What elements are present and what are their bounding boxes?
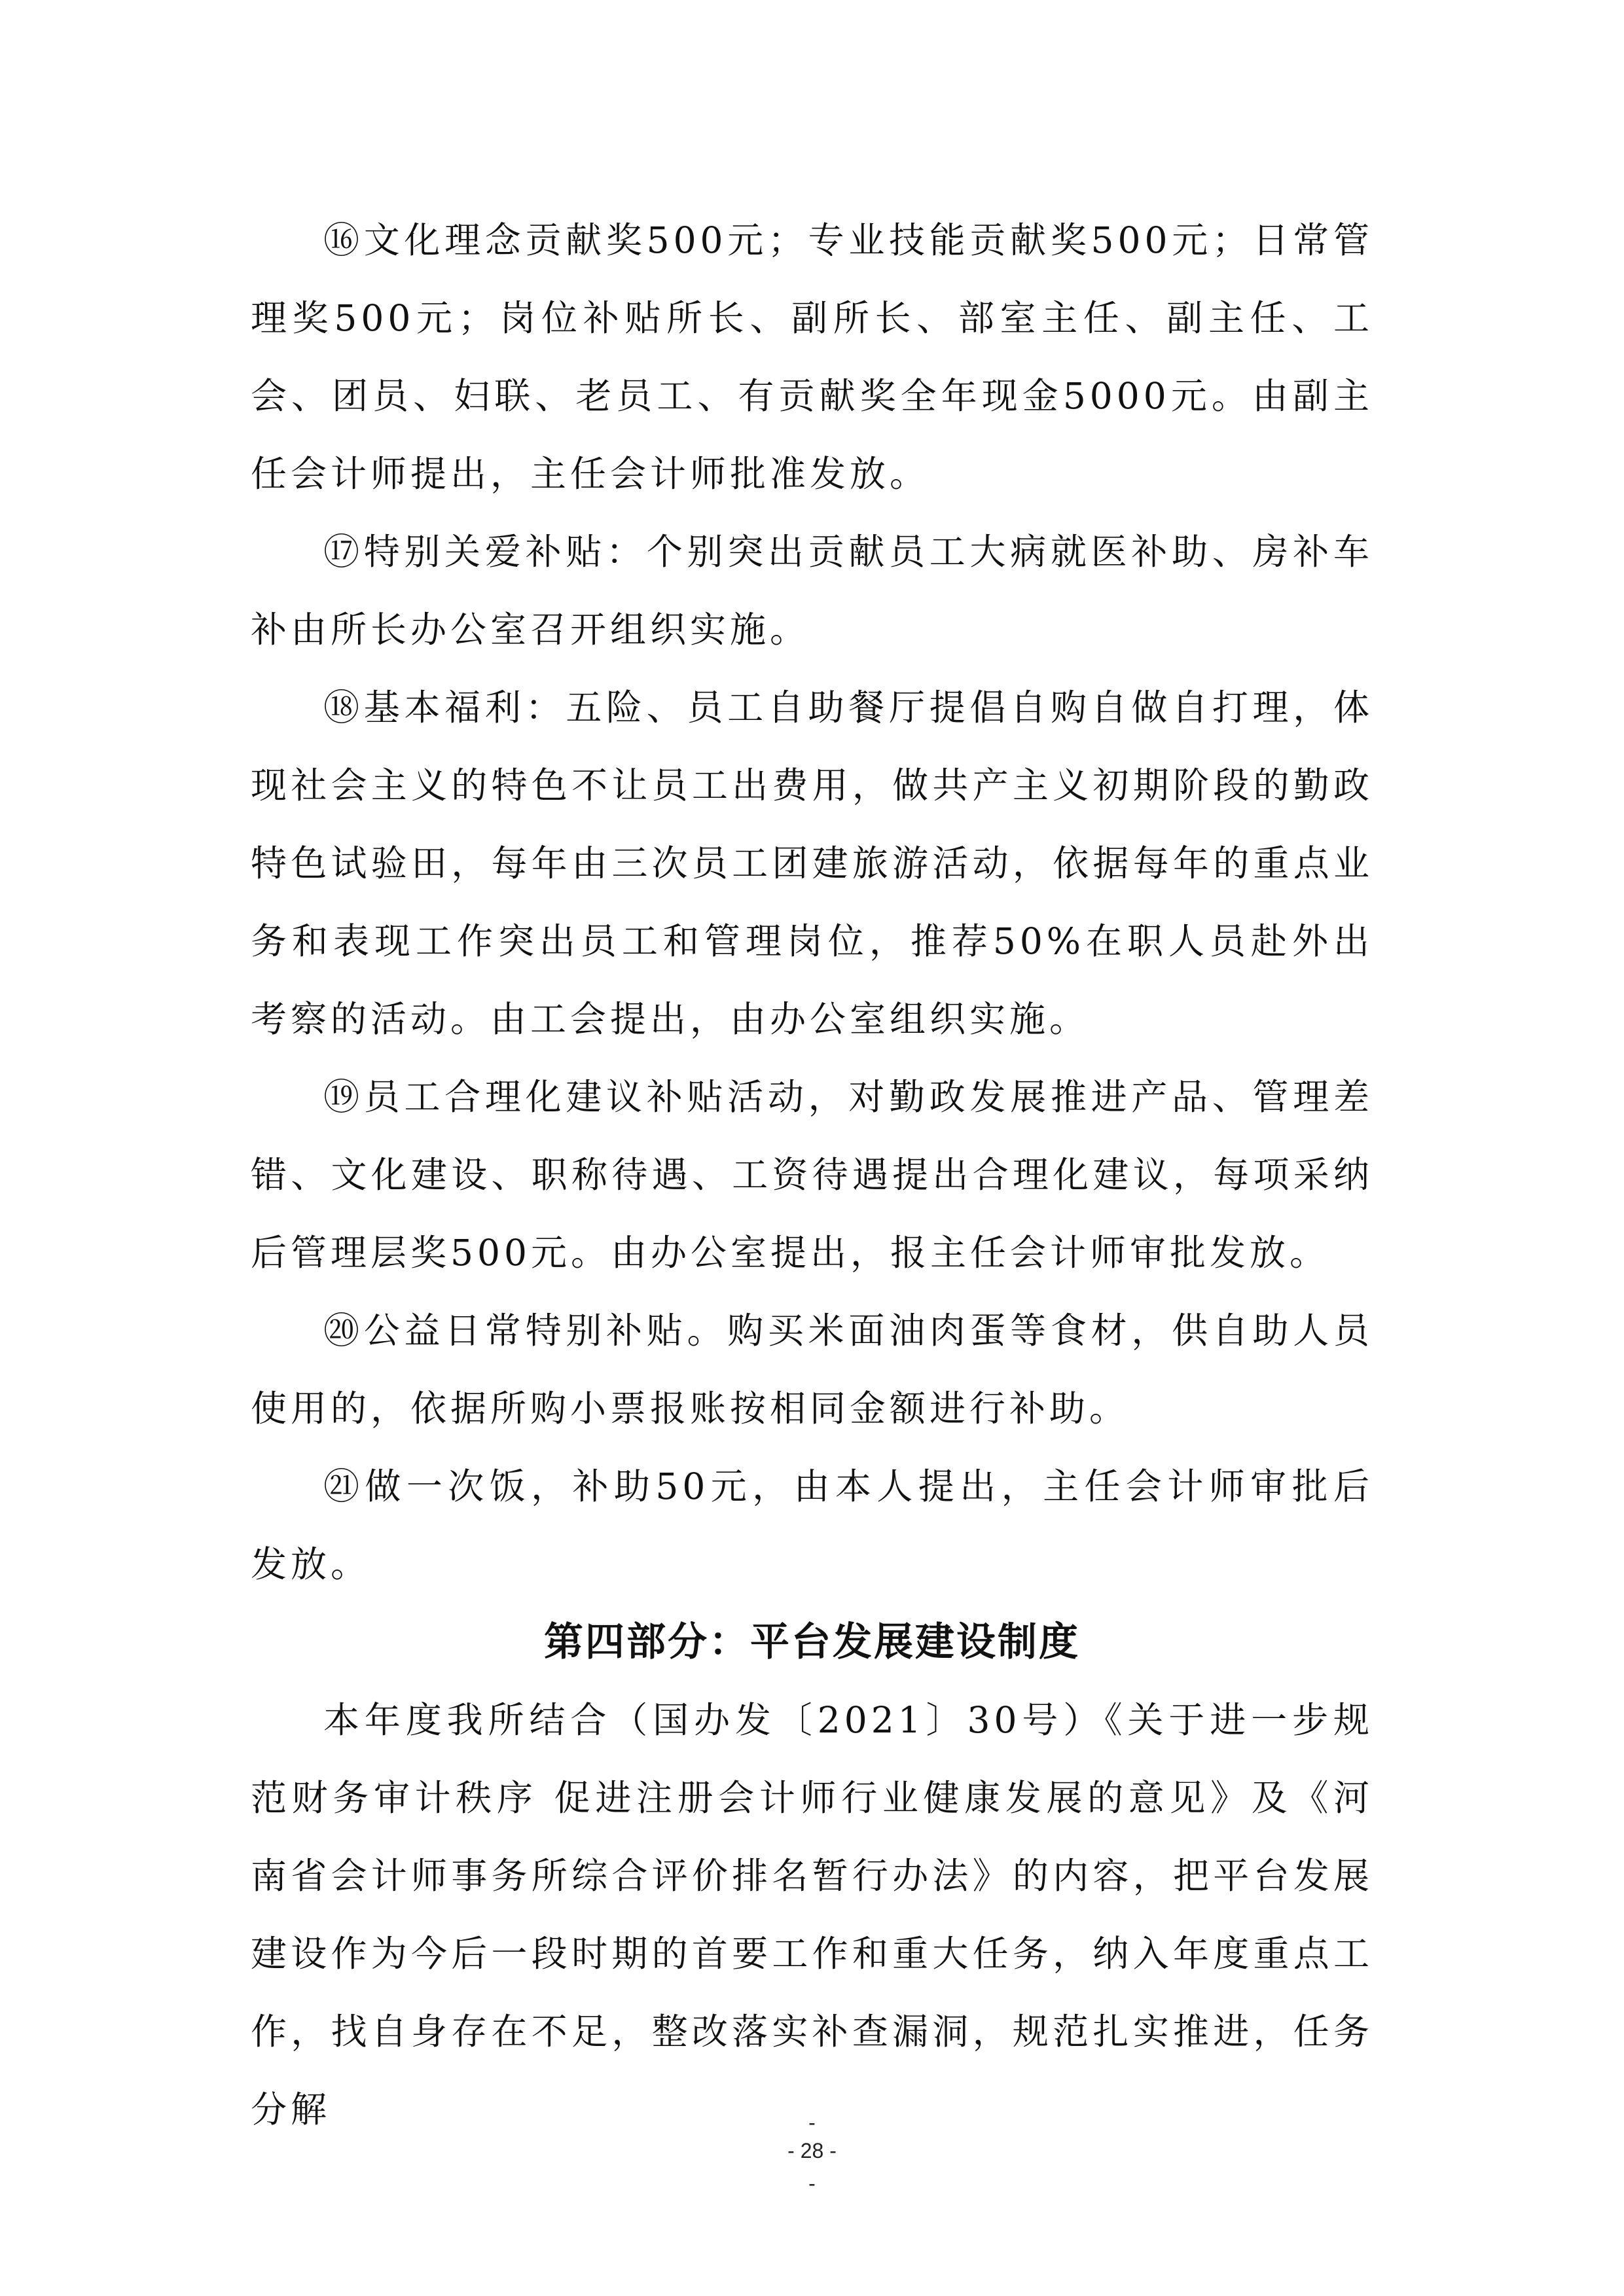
paragraph-item-20: ⑳公益日常特别补贴。购买米面油肉蛋等食材，供自助人员使用的，依据所购小票报账按相同金额进行补助。 [251,1310,1373,1429]
page-number: - 28 - [787,2139,837,2162]
paragraph-item-19: ⑲员工合理化建议补贴活动，对勤政发展推进产品、管理差错、文化建设、职称待遇、工资待遇提出合理化建议，每项采纳后管理层奖500元。由办公室提出，报主任会计师审批发放。 [251,1076,1373,1274]
footer-top-mark: - [808,2111,816,2134]
page-body [251,202,1373,2149]
paragraph-item-17: ⑰特别关爱补贴：个别突出贡献员工大病就医补助、房补车补由所长办公室召开组织实施。 [251,531,1373,651]
section-heading: 第四部分：平台发展建设制度 [544,1619,1080,1665]
section-paragraph: 本年度我所结合（国办发〔2021〕30号）《关于进一步规范财务审计秩序 促进注册会计师行业健康发展的意见》及《河南省会计师事务所综合评价排名暂行办法》的内容，把平台发展建设作为今后一段时期的首要工作和重大任务，纳入年度重点工作，找自身存在不足，整改落实补查漏洞，规范扎实推进，任务分解 [251,1699,1373,2130]
paragraph-item-18: ⑱基本福利：五险、员工自助餐厅提倡自购自做自打理，体现社会主义的特色不让员工出费用，做共产主义初期阶段的勤政特色试验田，每年由三次员工团建旅游活动，依据每年的重点业务和表现工作突出员工和管理岗位，推荐50%在职人员赴外出考察的活动。由工会提出，由办公室组织实施。 [251,687,1373,1040]
paragraph-item-21: ㉑做一次饭，补助50元，由本人提出，主任会计师审批后发放。 [251,1465,1373,1585]
paragraph-item-16: ⑯文化理念贡献奖500元；专业技能贡献奖500元；日常管理奖500元；岗位补贴所长、副所长、部室主任、副主任、工会、团员、妇联、老员工、有贡献奖全年现金5000元。由副主任会计师提出，主任会计师批准发放。 [251,219,1373,495]
footer-bottom-mark: - [808,2172,816,2195]
